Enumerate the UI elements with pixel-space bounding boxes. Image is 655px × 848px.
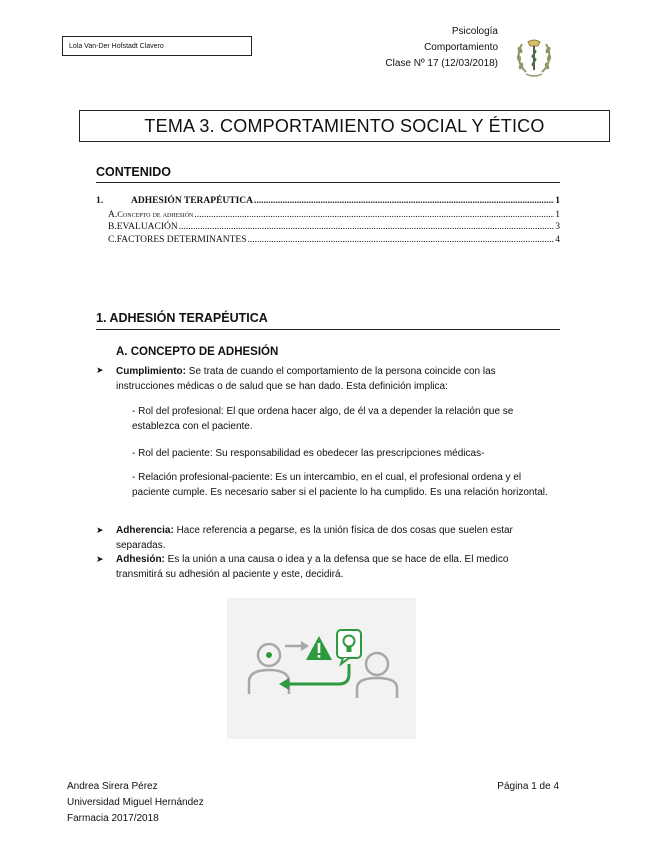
toc-leader xyxy=(254,196,554,206)
toc-page: 4 xyxy=(555,235,560,245)
footer-course: Farmacia 2017/2018 xyxy=(67,813,159,824)
class-info-label: Clase Nº 17 (12/03/2018) xyxy=(385,58,498,69)
toc-label: EVALUACIÓN xyxy=(116,222,178,232)
definition-text: Hace referencia a pegarse, es la unión física de dos cosas que suelen estar separadas. xyxy=(116,525,513,551)
communication-figure xyxy=(227,598,416,739)
bullet-arrow-icon: ➤ xyxy=(96,525,104,535)
definition-text: Se trata de cuando el comportamiento de la persona coincide con las instrucciones médicas o de salud que se han dado. Esta definición implica: xyxy=(116,366,496,392)
toc-prefix: B. xyxy=(108,222,117,232)
footer-author: Andrea Sirera Pérez xyxy=(67,781,158,792)
subject-label: Psicología xyxy=(451,26,498,37)
document-title: TEMA 3. COMPORTAMIENTO SOCIAL Y ÉTICO xyxy=(79,110,610,142)
footer-page-number: Página 1 de 4 xyxy=(497,781,559,792)
sub-item-relacion: - Relación profesional-paciente: Es un intercambio, en el cual, el profesional ordena y el paciente cumple. Es necesario saber si el paciente lo ha cumplido. Es una relación horizontal. xyxy=(132,472,548,498)
definition-text: Es la unión a una causa o idea y a la defensa que se hace de ella. El medico transmitirá su adhesión al paciente y este, decidirá. xyxy=(116,554,509,580)
toc-label: FACTORES DETERMINANTES xyxy=(116,235,247,245)
bullet-arrow-icon: ➤ xyxy=(96,554,104,564)
toc-entry[interactable] xyxy=(96,196,560,206)
university-crest-icon xyxy=(514,34,554,78)
definition-adherencia xyxy=(116,523,556,553)
section-heading: 1. ADHESIÓN TERAPÉUTICA xyxy=(96,311,268,325)
term-label: Adherencia: xyxy=(116,525,174,536)
section-rule xyxy=(96,329,560,330)
toc-label: ADHESIÓN TERAPÉUTICA xyxy=(131,196,254,206)
toc-prefix: C. xyxy=(108,235,117,245)
contents-heading: CONTENIDO xyxy=(96,165,171,179)
toc-leader xyxy=(194,210,554,220)
footer-left xyxy=(67,779,204,827)
bullet-arrow-icon: ➤ xyxy=(96,365,104,375)
header-info xyxy=(385,24,498,72)
toc-entry[interactable] xyxy=(108,235,560,245)
toc-leader xyxy=(179,222,554,232)
doctor-patient-communication-icon xyxy=(227,598,416,739)
term-label: Adhesión: xyxy=(116,554,165,565)
toc-page: 1 xyxy=(555,210,560,220)
topic-label: Comportamiento xyxy=(424,42,498,53)
toc-prefix: A. xyxy=(108,210,118,220)
sub-item-rol-profesional: - Rol del profesional: El que ordena hacer algo, de él va a depender la relación que se establezca con el paciente. xyxy=(132,406,514,432)
contents-rule xyxy=(96,182,560,183)
sub-item-rol-paciente: - Rol del paciente: Su responsabilidad es obedecer las prescripciones médicas- xyxy=(132,448,485,459)
toc-entry[interactable] xyxy=(108,209,560,220)
definition-cumplimiento xyxy=(116,364,556,394)
term-label: Cumplimiento: xyxy=(116,366,186,377)
definition-adhesion xyxy=(116,552,556,582)
toc-page: 3 xyxy=(555,222,560,232)
toc-label: Concepto de adhesión xyxy=(117,209,194,219)
author-name-box: Lola Van-Der Hofstadt Clavero xyxy=(62,36,252,56)
toc-leader xyxy=(247,235,554,245)
toc-page: 1 xyxy=(555,196,560,206)
subsection-heading: A. CONCEPTO DE ADHESIÓN xyxy=(116,346,279,358)
toc-number: 1. xyxy=(96,196,104,206)
toc-entry[interactable] xyxy=(108,222,560,232)
footer-university: Universidad Miguel Hernández xyxy=(67,797,204,808)
